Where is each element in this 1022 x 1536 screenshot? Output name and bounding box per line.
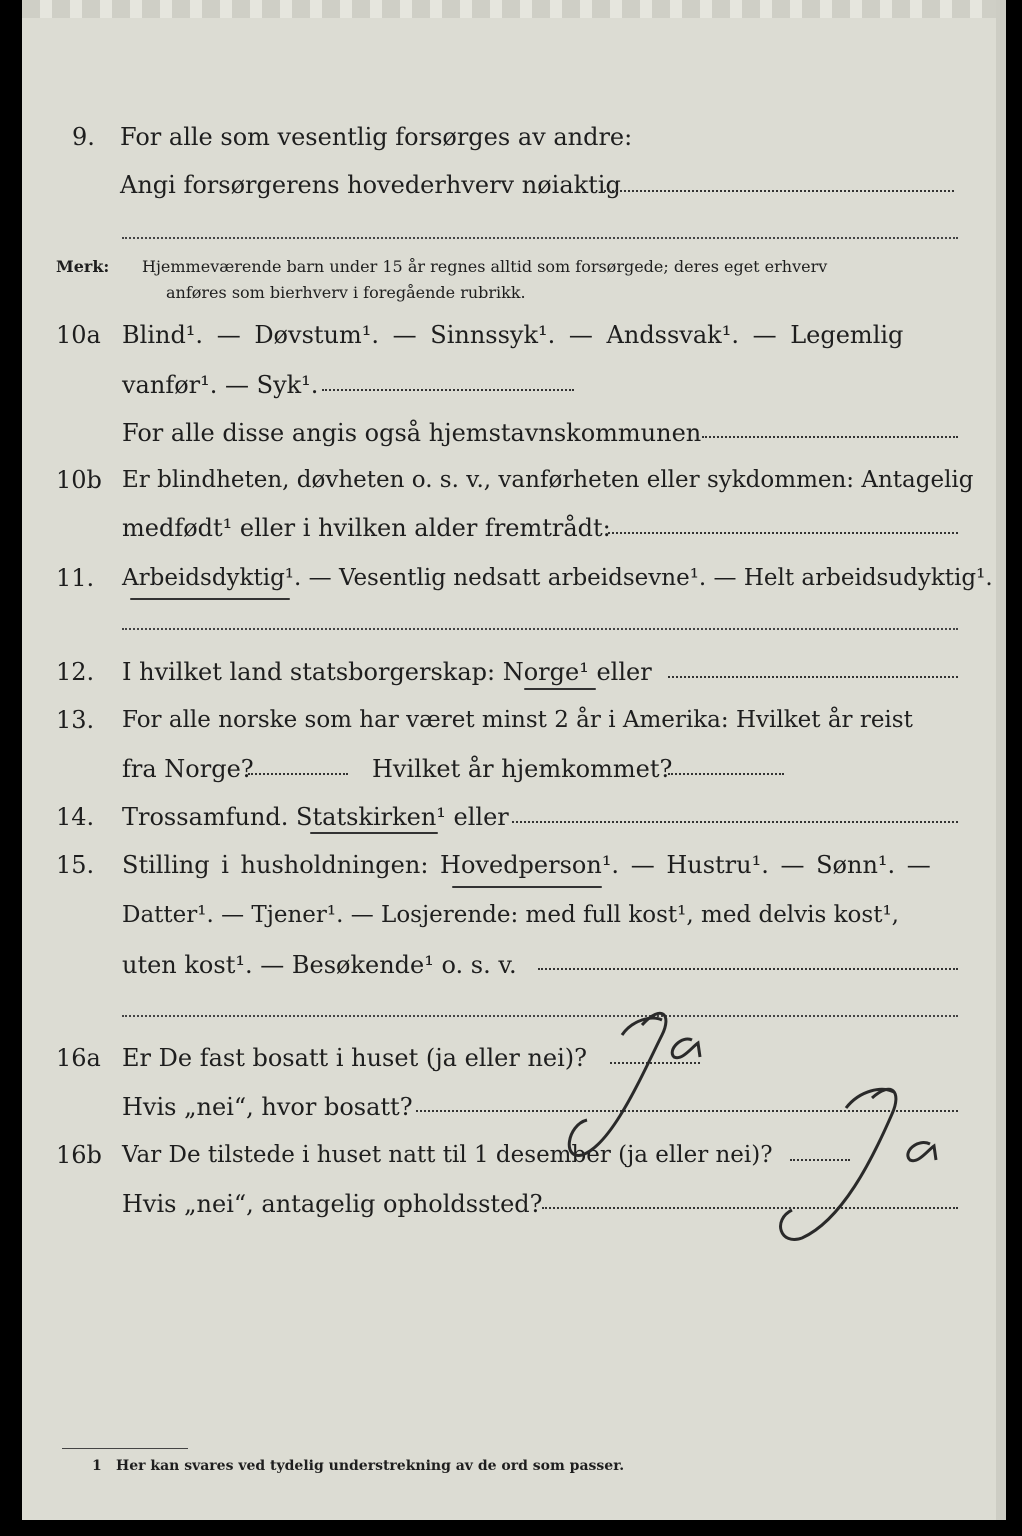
item-15-line-2: Datter¹. — Tjener¹. — Losjerende: med full kost¹, med delvis kost¹,: [122, 902, 899, 928]
item-16a-line-2: Hvis „nei“, hvor bosatt?: [122, 1093, 413, 1121]
item-number: 14.: [56, 803, 95, 831]
answer-field-hjemkommet[interactable]: [668, 773, 784, 775]
item-10a-line-3: For alle disse angis også hjemstavnskommunen: [122, 419, 702, 447]
item-11-line-1: Arbeidsdyktig¹. — Vesentlig nedsatt arbeidsevne¹. — Helt arbeidsudyktig¹.: [122, 565, 993, 591]
footnote-rule: [62, 1448, 188, 1449]
item-number: 13.: [56, 706, 95, 734]
handwritten-underline: [524, 688, 596, 690]
census-form-page: [22, 0, 1006, 1520]
answer-field-9[interactable]: [604, 190, 954, 192]
item-10a-line-2: vanfør¹. — Syk¹.: [122, 371, 319, 399]
handwritten-underline: [452, 886, 602, 888]
item-15-line-1: Stilling i husholdningen: Hovedperson¹. — Hustru¹. — Sønn¹. —: [122, 851, 931, 879]
answer-field-12[interactable]: [668, 676, 958, 678]
item-number: 10a: [56, 321, 101, 349]
answer-field-15[interactable]: [538, 968, 958, 970]
item-14-line-1: Trossamfund. Statskirken¹ eller: [122, 803, 509, 831]
item-number: 9.: [72, 123, 95, 151]
item-9-line-1: For alle som vesentlig forsørges av andre:: [120, 123, 633, 151]
blank-line[interactable]: [122, 1015, 958, 1017]
answer-field-reist[interactable]: [248, 773, 348, 775]
answer-field-10b[interactable]: [608, 532, 958, 534]
item-16b-line-2: Hvis „nei“, antagelig opholdssted?: [122, 1190, 543, 1218]
footnote-text: Her kan svares ved tydelig understrekning av de ord som passer.: [116, 1458, 625, 1474]
item-10b-line-1: Er blindheten, døvheten o. s. v., vanførheten eller sykdommen: Antagelig: [122, 467, 974, 493]
item-15-line-3: uten kost¹. — Besøkende¹ o. s. v.: [122, 951, 517, 979]
item-number: 11.: [56, 564, 95, 592]
merk-line-1: Hjemmeværende barn under 15 år regnes alltid som forsørgede; deres eget erhverv: [142, 257, 828, 276]
blank-line[interactable]: [122, 237, 958, 239]
merk-line-2: anføres som bierhverv i foregående rubrikk.: [166, 283, 526, 302]
answer-field-10a[interactable]: [322, 389, 574, 391]
item-10a-line-1: Blind¹. — Døvstum¹. — Sinnssyk¹. — Andssvak¹. — Legemlig: [122, 321, 904, 349]
handwritten-underline: [310, 832, 438, 834]
right-edge: [996, 0, 1006, 1520]
item-number: 16a: [56, 1044, 101, 1072]
item-16a-line-1: Er De fast bosatt i huset (ja eller nei)?: [122, 1044, 588, 1072]
item-number: 10b: [56, 466, 102, 494]
item-10b-line-2: medfødt¹ eller i hvilken alder fremtrådt:: [122, 514, 611, 542]
item-13-line-1: For alle norske som har været minst 2 år i Amerika: Hvilket år reist: [122, 707, 913, 733]
handwritten-answer-16b: [742, 1080, 942, 1250]
answer-field-hjemstavn[interactable]: [702, 436, 958, 438]
item-13-line-2: fra Norge?: [122, 755, 254, 783]
handwritten-underline: [130, 598, 290, 600]
item-16b-line-1: Var De tilstede i huset natt til 1 desember (ja eller nei)?: [122, 1142, 773, 1168]
merk-label: Merk:: [56, 257, 110, 276]
item-number: 16b: [56, 1141, 102, 1169]
footnote-mark: 1: [92, 1458, 102, 1474]
item-9-line-2: Angi forsørgerens hovederhverv nøiaktig: [120, 171, 621, 199]
torn-top-edge: [22, 0, 1006, 18]
item-12-line-1: I hvilket land statsborgerskap: Norge¹ eller: [122, 658, 652, 686]
item-13-line-3: Hvilket år hjemkommet?: [372, 755, 673, 783]
blank-line[interactable]: [122, 628, 958, 630]
item-number: 15.: [56, 851, 95, 879]
answer-field-14[interactable]: [512, 821, 958, 823]
handwritten-answer-16a: [542, 995, 712, 1165]
item-number: 12.: [56, 658, 95, 686]
